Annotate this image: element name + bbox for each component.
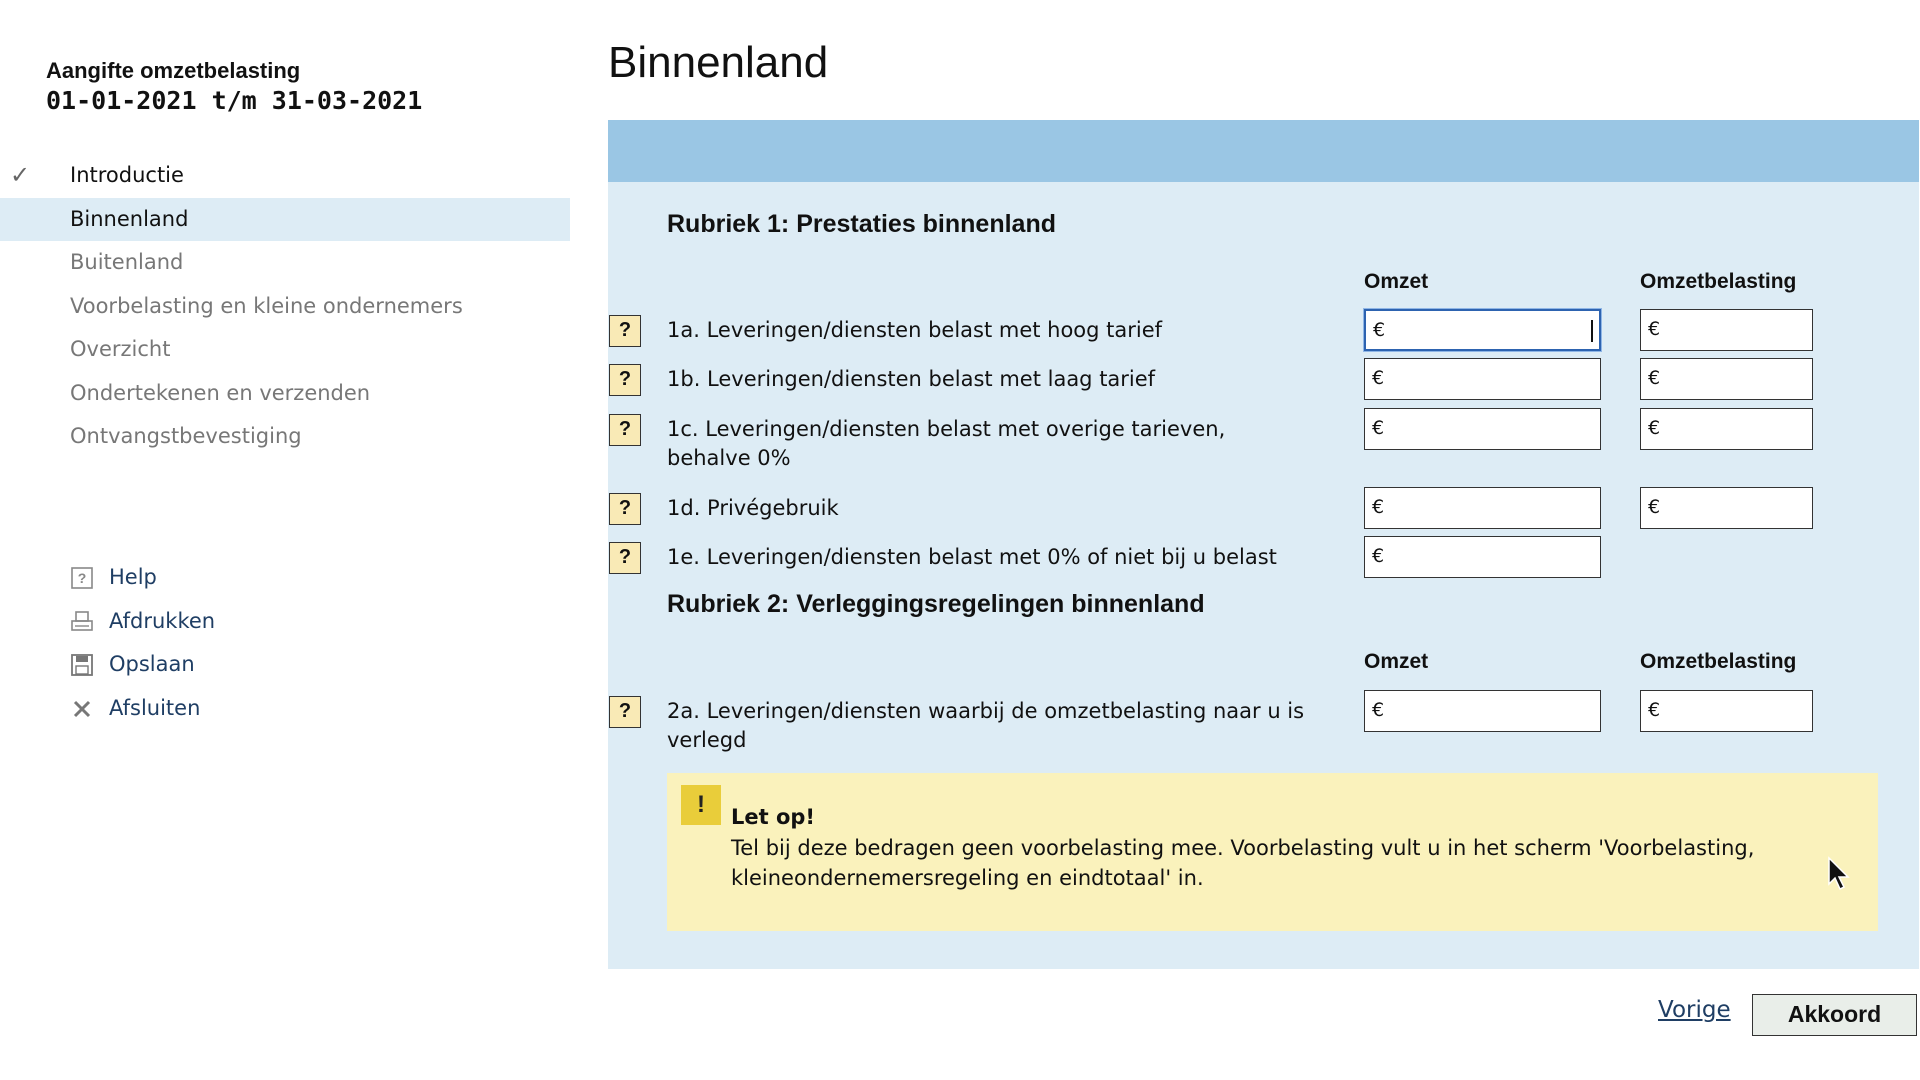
previous-button[interactable]: Vorige: [1658, 997, 1731, 1023]
checkmark-icon: ✓: [10, 161, 31, 189]
nav-item-introductie[interactable]: [0, 154, 570, 198]
sidebar-period: 01-01-2021 t/m 31-03-2021: [46, 86, 423, 115]
save-icon: [70, 654, 94, 676]
row-label-1a: 1a. Leveringen/diensten belast met hoog tarief: [667, 318, 1163, 342]
printer-icon: [70, 611, 94, 633]
akkoord-button[interactable]: Akkoord: [1752, 994, 1917, 1036]
warning-notice: [667, 773, 1878, 931]
notice-title: Let op!: [731, 805, 816, 829]
omzetbelasting-input-1b[interactable]: [1640, 358, 1813, 400]
omzetbelasting-input-1d[interactable]: [1640, 487, 1813, 529]
euro-symbol: €: [1373, 319, 1386, 341]
omzet-input-1b[interactable]: [1364, 358, 1601, 400]
help-button-1d[interactable]: ?: [609, 493, 641, 525]
nav-item-buitenland: [0, 241, 570, 285]
omzetbelasting-input-2a[interactable]: [1640, 690, 1813, 732]
warning-icon: !: [681, 785, 721, 825]
svg-text:?: ?: [77, 570, 87, 586]
row-label-1c: 1c. Leveringen/diensten belast met overige tarieven, behalve 0%: [667, 417, 1226, 470]
euro-symbol: €: [1648, 699, 1661, 721]
tool-links: [0, 556, 570, 730]
row-label-1b: 1b. Leveringen/diensten belast met laag tarief: [667, 367, 1156, 391]
euro-symbol: €: [1372, 545, 1385, 567]
nav-item-label: Ontvangstbevestiging: [70, 424, 302, 448]
nav-item-label: Voorbelasting en kleine ondernemers: [70, 293, 463, 318]
euro-symbol: €: [1372, 496, 1385, 518]
omzet-input-1c[interactable]: [1364, 408, 1601, 450]
print-label: Afdrukken: [109, 608, 216, 633]
print-link[interactable]: [0, 600, 570, 644]
close-link[interactable]: [0, 687, 570, 731]
nav-item-label: Introductie: [70, 163, 184, 187]
help-label: Help: [109, 565, 157, 589]
help-button-2a[interactable]: ?: [609, 696, 641, 728]
euro-symbol: €: [1372, 699, 1385, 721]
help-button-1e[interactable]: ?: [609, 542, 641, 574]
help-button-1a[interactable]: ?: [609, 315, 641, 347]
nav-item-label: Buitenland: [70, 250, 184, 274]
page-title: Binnenland: [608, 38, 829, 87]
row-label-1e: 1e. Leveringen/diensten belast met 0% of niet bij u belast: [667, 545, 1277, 569]
omzet-input-1e[interactable]: [1364, 536, 1601, 578]
euro-symbol: €: [1648, 318, 1661, 340]
row-label-2a: 2a. Leveringen/diensten waarbij de omzetbelasting naar u is verlegd: [667, 699, 1305, 752]
sidebar-title: Aangifte omzetbelasting: [46, 58, 301, 83]
save-link[interactable]: [0, 643, 570, 687]
save-label: Opslaan: [109, 652, 195, 676]
nav-item-ondertekenen: [0, 372, 570, 416]
header-band: [608, 120, 1919, 182]
euro-symbol: €: [1648, 496, 1661, 518]
step-navigation: [0, 154, 570, 459]
nav-item-binnenland[interactable]: [0, 198, 570, 242]
section-heading-rubriek-1: Rubriek 1: Prestaties binnenland: [667, 210, 1056, 238]
help-link[interactable]: [0, 556, 570, 600]
omzet-input-1a[interactable]: [1364, 309, 1601, 351]
omzet-input-2a[interactable]: [1364, 690, 1601, 732]
column-header-omzetbelasting: Omzetbelasting: [1640, 650, 1797, 673]
nav-item-label: Ondertekenen en verzenden: [70, 380, 371, 405]
omzetbelasting-input-1c[interactable]: [1640, 408, 1813, 450]
nav-item-voorbelasting: [0, 285, 570, 329]
column-header-omzet: Omzet: [1364, 650, 1429, 673]
euro-symbol: €: [1372, 367, 1385, 389]
row-label-1d: 1d. Privégebruik: [667, 496, 839, 520]
sidebar: [0, 0, 570, 1080]
euro-symbol: €: [1648, 417, 1661, 439]
euro-symbol: €: [1372, 417, 1385, 439]
omzetbelasting-input-1a[interactable]: [1640, 309, 1813, 351]
omzet-input-1d[interactable]: [1364, 487, 1601, 529]
nav-item-ontvangstbevestiging: [0, 415, 570, 459]
section-heading-rubriek-2: Rubriek 2: Verleggingsregelingen binnenland: [667, 590, 1205, 618]
close-label: Afsluiten: [109, 695, 201, 720]
nav-item-overzicht: [0, 328, 570, 372]
mouse-cursor-icon: [1827, 856, 1853, 892]
close-icon: [70, 698, 94, 720]
nav-item-label: Binnenland: [70, 206, 189, 231]
column-header-omzet: Omzet: [1364, 270, 1429, 293]
help-button-1b[interactable]: ?: [609, 364, 641, 396]
help-button-1c[interactable]: ?: [609, 414, 641, 446]
euro-symbol: €: [1648, 367, 1661, 389]
text-caret: [1591, 320, 1593, 342]
nav-item-label: Overzicht: [70, 337, 171, 361]
notice-text: Tel bij deze bedragen geen voorbelasting mee. Voorbelasting vult u in het scherm 'Voorbelasting, kleineondernemersregeling en eindtotaal' in.: [731, 836, 1755, 890]
help-icon: [70, 567, 94, 589]
column-header-omzetbelasting: Omzetbelasting: [1640, 270, 1797, 293]
